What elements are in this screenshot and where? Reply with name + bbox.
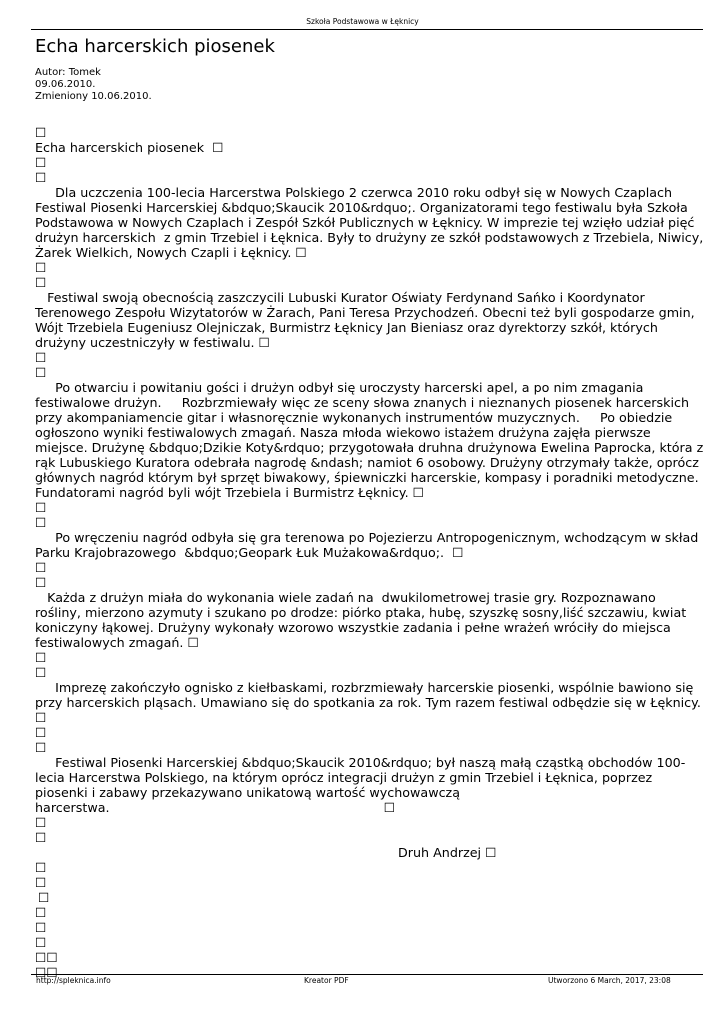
paragraph-line: głównych nagród którym był sprzęt biwakowy, śpiewniczki harcerskie, kompasy i poradniki metodyczne. xyxy=(35,470,699,485)
paragraph-line: Po otwarciu i powitaniu gości i drużyn odbył się uroczysty harcerski apel, a po nim zmagania xyxy=(35,380,644,395)
paragraph-line: Każda z drużyn miała do wykonania wiele zadań na dwukilometrowej trasie gry. Rozpoznawano xyxy=(35,590,656,605)
header-divider xyxy=(31,29,703,30)
placeholder-box: ☐ xyxy=(35,365,47,380)
footer-generator: Kreator PDF xyxy=(304,976,349,985)
placeholder-box: ☐ xyxy=(35,125,47,140)
paragraph-line: Terenowego Zespołu Wizytatorów w Żarach, Pani Teresa Przychodzeń. Obecni też byli gospodarze gmin, xyxy=(35,305,695,320)
placeholder-box: ☐ xyxy=(35,740,47,755)
paragraph-line: festiwalowe drużyn. Rozbrzmiewały więc ze sceny słowa znanych i nieznanych piosenek harcerskich xyxy=(35,395,690,410)
paragraph-line: przy akompaniamencie gitar i własnoręcznie wykonanych instrumentów muzycznych. Po obiedzie xyxy=(35,410,673,425)
placeholder-box: ☐ xyxy=(35,665,47,680)
placeholder-box: ☐ xyxy=(35,170,47,185)
placeholder-box: ☐ xyxy=(35,860,47,875)
paragraph-line: Dla uczczenia 100-lecia Harcerstwa Polskiego 2 czerwca 2010 roku odbył się w Nowych Czaplach xyxy=(35,185,673,200)
paragraph-line: Po wręczeniu nagród odbyła się gra terenowa po Pojezierzu Antropogenicznym, wchodzącym w skład xyxy=(35,530,699,545)
footer-created: Utworzono 6 March, 2017, 23:08 xyxy=(548,976,671,985)
placeholder-box: ☐ xyxy=(35,725,47,740)
paragraph-6 xyxy=(35,680,701,710)
paragraph-line: festiwalowych zmagań. ☐ xyxy=(35,635,199,650)
paragraph-line: Festiwal Piosenki Harcerskiej &bdquo;Skaucik 2010&rdquo; był naszą małą cząstką obchodów 100- xyxy=(35,755,686,770)
paragraph-line: Festiwal swoją obecnością zaszczycili Lubuski Kurator Oświaty Ferdynand Sańko i Koordynator xyxy=(35,290,645,305)
placeholder-box: ☐ xyxy=(35,905,47,920)
placeholder-box-pair: ☐☐ xyxy=(35,950,58,965)
date-line: 09.06.2010. xyxy=(35,79,96,90)
article-body xyxy=(35,125,704,980)
article-meta xyxy=(35,67,152,103)
paragraph-line: harcerstwa. ☐ xyxy=(35,800,396,815)
signature: Druh Andrzej ☐ xyxy=(398,845,497,860)
placeholder-box: ☐ xyxy=(35,575,47,590)
placeholder-box: ☐ xyxy=(35,560,47,575)
paragraph-line: drużyn harcerskich z gmin Trzebiel i Łęknica. Były to drużyny ze szkół podstawowych z Trzebiela, Niwicy, xyxy=(35,230,704,245)
placeholder-box: ☐ xyxy=(35,500,47,515)
paragraph-line: Imprezę zakończyło ognisko z kiełbaskami, rozbrzmiewały harcerskie piosenki, wspólnie bawiono się xyxy=(35,680,694,695)
paragraph-line: Festiwal Piosenki Harcerskiej &bdquo;Skaucik 2010&rdquo;. Organizatorami tego festiwalu była Szkoła xyxy=(35,200,688,215)
footer-divider xyxy=(31,974,703,975)
paragraph-5 xyxy=(35,590,695,650)
paragraph-line: rąk Lubuskiego Kuratora odebrała nagrodę &ndash; namiot 6 osobowy. Drużyny otrzymały także, oprócz xyxy=(35,455,699,470)
paragraph-1 xyxy=(35,185,704,260)
placeholder-box: ☐ xyxy=(35,155,47,170)
placeholder-box: ☐ xyxy=(35,650,47,665)
paragraph-line: Podstawowa w Nowych Czaplach i Zespół Szkół Publicznych w Łęknicy. W imprezie tej wzięło udział pięć xyxy=(35,215,695,230)
placeholder-box: ☐ xyxy=(35,875,47,890)
paragraph-2 xyxy=(35,290,695,350)
placeholder-box: ☐ xyxy=(35,815,47,830)
placeholder-box: ☐ xyxy=(38,890,50,905)
placeholder-box: ☐ xyxy=(35,935,47,950)
paragraph-line: Parku Krajobrazowego &bdquo;Geopark Łuk Mużakowa&rdquo;. ☐ xyxy=(35,545,464,560)
placeholder-box-pair: ☐☐ xyxy=(35,965,58,980)
article-title: Echa harcerskich piosenek xyxy=(35,36,275,57)
paragraph-line: Wójt Trzebiela Eugeniusz Olejniczak, Burmistrz Łęknicy Jan Bieniasz oraz dyrektorzy szkół, których xyxy=(35,320,658,335)
paragraph-line: drużyny uczestniczyły w festiwalu. ☐ xyxy=(35,335,270,350)
placeholder-box: ☐ xyxy=(35,260,47,275)
paragraph-3 xyxy=(35,380,704,500)
modified-line: Zmieniony 10.06.2010. xyxy=(35,91,152,102)
placeholder-box: ☐ xyxy=(35,350,47,365)
paragraph-line: piosenki i zabawy przekazywano unikatową wartość wychowawczą xyxy=(35,785,460,800)
placeholder-box: ☐ xyxy=(35,830,47,845)
footer-url[interactable]: http://spleknica.info xyxy=(36,976,111,985)
paragraph-line: koniczyny łąkowej. Drużyny wykonały wzorowo wszystkie zadania i pełne wrażeń wróciły do miejsca xyxy=(35,620,671,635)
paragraph-line: miejsce. Drużynę &bdquo;Dzikie Koty&rdquo; przygotowała druhna drużynowa Ewelina Paprocka, która z xyxy=(35,440,704,455)
paragraph-4 xyxy=(35,530,699,560)
paragraph-line: Fundatorami nagród byli wójt Trzebiela i Burmistrz Łęknicy. ☐ xyxy=(35,485,425,500)
paragraph-line: Żarek Wielkich, Nowych Czapli i Łęknicy. ☐ xyxy=(35,245,307,260)
body-subtitle: Echa harcerskich piosenek ☐ xyxy=(35,140,224,155)
placeholder-box: ☐ xyxy=(35,710,47,725)
author-line: Autor: Tomek xyxy=(35,67,101,78)
paragraph-line: przy harcerskich pląsach. Umawiano się do spotkania za rok. Tym razem festiwal odbędzie się w Łęknicy. xyxy=(35,695,701,710)
placeholder-box: ☐ xyxy=(35,275,47,290)
site-header: Szkoła Podstawowa w Łęknicy xyxy=(306,17,419,26)
paragraph-line: ogłoszono wyniki festiwalowych zmagań. Nasza młoda wiekowo istażem drużyna zajęła pierwsze xyxy=(35,425,651,440)
placeholder-box: ☐ xyxy=(35,920,47,935)
paragraph-line: rośliny, mierzono azymuty i szukano po drodze: piórko ptaka, hubę, szyszkę sosny,liść szczawiu, kwiat xyxy=(35,605,687,620)
paragraph-7 xyxy=(35,755,695,815)
paragraph-line: lecia Harcerstwa Polskiego, na którym oprócz integracji drużyn z gmin Trzebiel i Łęknica, poprzez xyxy=(35,770,653,785)
placeholder-box: ☐ xyxy=(35,515,47,530)
